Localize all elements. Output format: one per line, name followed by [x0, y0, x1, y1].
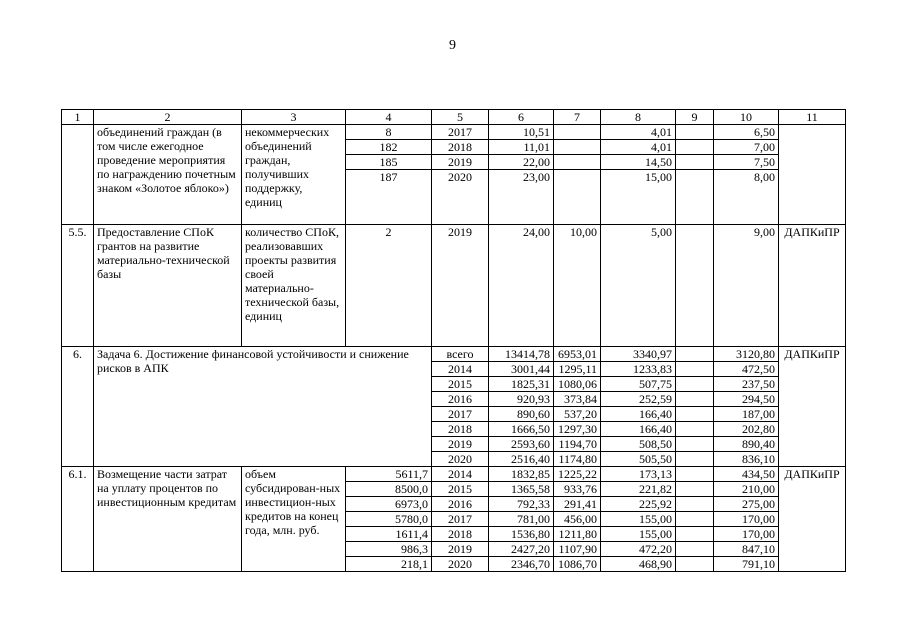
program-table: [61, 109, 846, 572]
regional-amount: 14,50: [601, 155, 676, 170]
row-number: 5.5.: [62, 225, 94, 347]
regional-amount: 508,50: [601, 437, 676, 452]
year-cell: 2016: [432, 392, 489, 407]
other-amount: 202,80: [714, 422, 779, 437]
regional-amount: 5,00: [601, 225, 676, 347]
local-amount: [676, 225, 714, 347]
regional-amount: 225,92: [601, 497, 676, 512]
column-header: 4: [346, 110, 432, 125]
federal-amount: 1211,80: [554, 527, 601, 542]
total-amount: 22,00: [489, 155, 554, 170]
year-cell: 2015: [432, 482, 489, 497]
column-header: 5: [432, 110, 489, 125]
total-amount: 23,00: [489, 170, 554, 225]
year-cell: 2019: [432, 225, 489, 347]
header-row: [62, 110, 846, 125]
column-header: 10: [714, 110, 779, 125]
regional-amount: 4,01: [601, 125, 676, 140]
local-amount: [676, 125, 714, 140]
regional-amount: 472,20: [601, 542, 676, 557]
executor-cell: ДАПКиПР: [779, 347, 846, 467]
indicator-value: 5611,7: [346, 467, 432, 482]
local-amount: [676, 377, 714, 392]
federal-amount: 1194,70: [554, 437, 601, 452]
executor-cell: ДАПКиПР: [779, 225, 846, 347]
table-row: [62, 467, 846, 482]
total-amount: 3001,44: [489, 362, 554, 377]
local-amount: [676, 140, 714, 155]
indicator-value: 218,1: [346, 557, 432, 572]
year-cell: 2017: [432, 407, 489, 422]
federal-amount: 537,20: [554, 407, 601, 422]
indicator-value: 986,3: [346, 542, 432, 557]
year-cell: 2017: [432, 125, 489, 140]
federal-amount: 1297,30: [554, 422, 601, 437]
year-cell: 2020: [432, 452, 489, 467]
indicator-name: количество СПоК, реализовавших проекты развития своей материально-технической базы, единиц: [242, 225, 346, 347]
federal-amount: 1225,22: [554, 467, 601, 482]
year-cell: 2014: [432, 467, 489, 482]
column-header: 9: [676, 110, 714, 125]
indicator-value: 185: [346, 155, 432, 170]
total-amount: 1832,85: [489, 467, 554, 482]
year-cell: 2015: [432, 377, 489, 392]
total-amount: 1536,80: [489, 527, 554, 542]
local-amount: [676, 527, 714, 542]
total-amount: 920,93: [489, 392, 554, 407]
regional-amount: 505,50: [601, 452, 676, 467]
measure-name: Предоставление СПоК грантов на развитие материально-технической базы: [94, 225, 242, 347]
federal-amount: 6953,01: [554, 347, 601, 362]
total-amount: 2593,60: [489, 437, 554, 452]
year-cell: 2019: [432, 155, 489, 170]
regional-amount: 252,59: [601, 392, 676, 407]
other-amount: 210,00: [714, 482, 779, 497]
other-amount: 791,10: [714, 557, 779, 572]
total-amount: 13414,78: [489, 347, 554, 362]
regional-amount: 166,40: [601, 407, 676, 422]
executor-cell: [779, 125, 846, 225]
other-amount: 170,00: [714, 527, 779, 542]
year-cell: 2018: [432, 140, 489, 155]
year-cell: всего: [432, 347, 489, 362]
regional-amount: 173,13: [601, 467, 676, 482]
local-amount: [676, 452, 714, 467]
year-cell: 2018: [432, 422, 489, 437]
federal-amount: 1086,70: [554, 557, 601, 572]
regional-amount: 4,01: [601, 140, 676, 155]
total-amount: 10,51: [489, 125, 554, 140]
other-amount: 187,00: [714, 407, 779, 422]
total-amount: 792,33: [489, 497, 554, 512]
federal-amount: 933,76: [554, 482, 601, 497]
year-cell: 2019: [432, 542, 489, 557]
page-number: 9: [449, 38, 456, 53]
other-amount: 6,50: [714, 125, 779, 140]
task-name: Задача 6. Достижение финансовой устойчивости и снижение рисков в АПК: [94, 347, 432, 467]
federal-amount: 373,84: [554, 392, 601, 407]
local-amount: [676, 347, 714, 362]
federal-amount: [554, 125, 601, 140]
federal-amount: [554, 140, 601, 155]
total-amount: 1825,31: [489, 377, 554, 392]
total-amount: 1365,58: [489, 482, 554, 497]
local-amount: [676, 437, 714, 452]
total-amount: 2346,70: [489, 557, 554, 572]
column-header: 7: [554, 110, 601, 125]
federal-amount: 10,00: [554, 225, 601, 347]
table-row: [62, 125, 846, 140]
column-header: 1: [62, 110, 94, 125]
indicator-value: 2: [346, 225, 432, 347]
local-amount: [676, 482, 714, 497]
total-amount: 781,00: [489, 512, 554, 527]
indicator-value: 8500,0: [346, 482, 432, 497]
row-number: 6.: [62, 347, 94, 467]
total-amount: 2427,20: [489, 542, 554, 557]
indicator-name: объем субсидирован-ных инвестицион-ных кредитов на конец года, млн. руб.: [242, 467, 346, 572]
table-row: [62, 225, 846, 347]
total-amount: 11,01: [489, 140, 554, 155]
federal-amount: [554, 170, 601, 225]
regional-amount: 221,82: [601, 482, 676, 497]
regional-amount: 507,75: [601, 377, 676, 392]
table-body: [62, 110, 846, 572]
other-amount: 434,50: [714, 467, 779, 482]
regional-amount: 3340,97: [601, 347, 676, 362]
federal-amount: 1295,11: [554, 362, 601, 377]
other-amount: 7,50: [714, 155, 779, 170]
other-amount: 170,00: [714, 512, 779, 527]
local-amount: [676, 557, 714, 572]
other-amount: 836,10: [714, 452, 779, 467]
regional-amount: 155,00: [601, 527, 676, 542]
regional-amount: 468,90: [601, 557, 676, 572]
indicator-value: 6973,0: [346, 497, 432, 512]
year-cell: 2019: [432, 437, 489, 452]
year-cell: 2014: [432, 362, 489, 377]
regional-amount: 15,00: [601, 170, 676, 225]
total-amount: 890,60: [489, 407, 554, 422]
other-amount: 275,00: [714, 497, 779, 512]
executor-cell: ДАПКиПР: [779, 467, 846, 572]
row-number: 6.1.: [62, 467, 94, 572]
column-header: 2: [94, 110, 242, 125]
indicator-value: 182: [346, 140, 432, 155]
indicator-name: некоммерческих объединений граждан, получивших поддержку, единиц: [242, 125, 346, 225]
column-header: 3: [242, 110, 346, 125]
row-number: [62, 125, 94, 225]
column-header: 6: [489, 110, 554, 125]
local-amount: [676, 542, 714, 557]
regional-amount: 166,40: [601, 422, 676, 437]
column-header: 8: [601, 110, 676, 125]
local-amount: [676, 362, 714, 377]
other-amount: 237,50: [714, 377, 779, 392]
other-amount: 890,40: [714, 437, 779, 452]
federal-amount: 1080,06: [554, 377, 601, 392]
local-amount: [676, 392, 714, 407]
indicator-value: 187: [346, 170, 432, 225]
local-amount: [676, 407, 714, 422]
measure-name: объединений граждан (в том числе ежегодное проведение мероприятия по награждению почетным знаком «Золотое яблоко»): [94, 125, 242, 225]
total-amount: 1666,50: [489, 422, 554, 437]
indicator-value: 1611,4: [346, 527, 432, 542]
other-amount: 9,00: [714, 225, 779, 347]
local-amount: [676, 467, 714, 482]
table-row: [62, 347, 846, 362]
year-cell: 2017: [432, 512, 489, 527]
local-amount: [676, 512, 714, 527]
local-amount: [676, 170, 714, 225]
local-amount: [676, 155, 714, 170]
other-amount: 847,10: [714, 542, 779, 557]
other-amount: 3120,80: [714, 347, 779, 362]
year-cell: 2016: [432, 497, 489, 512]
measure-name: Возмещение части затрат на уплату процентов по инвестиционным кредитам: [94, 467, 242, 572]
federal-amount: 456,00: [554, 512, 601, 527]
other-amount: 7,00: [714, 140, 779, 155]
year-cell: 2020: [432, 557, 489, 572]
other-amount: 472,50: [714, 362, 779, 377]
local-amount: [676, 422, 714, 437]
federal-amount: 291,41: [554, 497, 601, 512]
column-header: 11: [779, 110, 846, 125]
federal-amount: 1174,80: [554, 452, 601, 467]
federal-amount: 1107,90: [554, 542, 601, 557]
total-amount: 2516,40: [489, 452, 554, 467]
year-cell: 2020: [432, 170, 489, 225]
indicator-value: 5780,0: [346, 512, 432, 527]
other-amount: 294,50: [714, 392, 779, 407]
local-amount: [676, 497, 714, 512]
regional-amount: 155,00: [601, 512, 676, 527]
total-amount: 24,00: [489, 225, 554, 347]
other-amount: 8,00: [714, 170, 779, 225]
indicator-value: 8: [346, 125, 432, 140]
year-cell: 2018: [432, 527, 489, 542]
federal-amount: [554, 155, 601, 170]
regional-amount: 1233,83: [601, 362, 676, 377]
